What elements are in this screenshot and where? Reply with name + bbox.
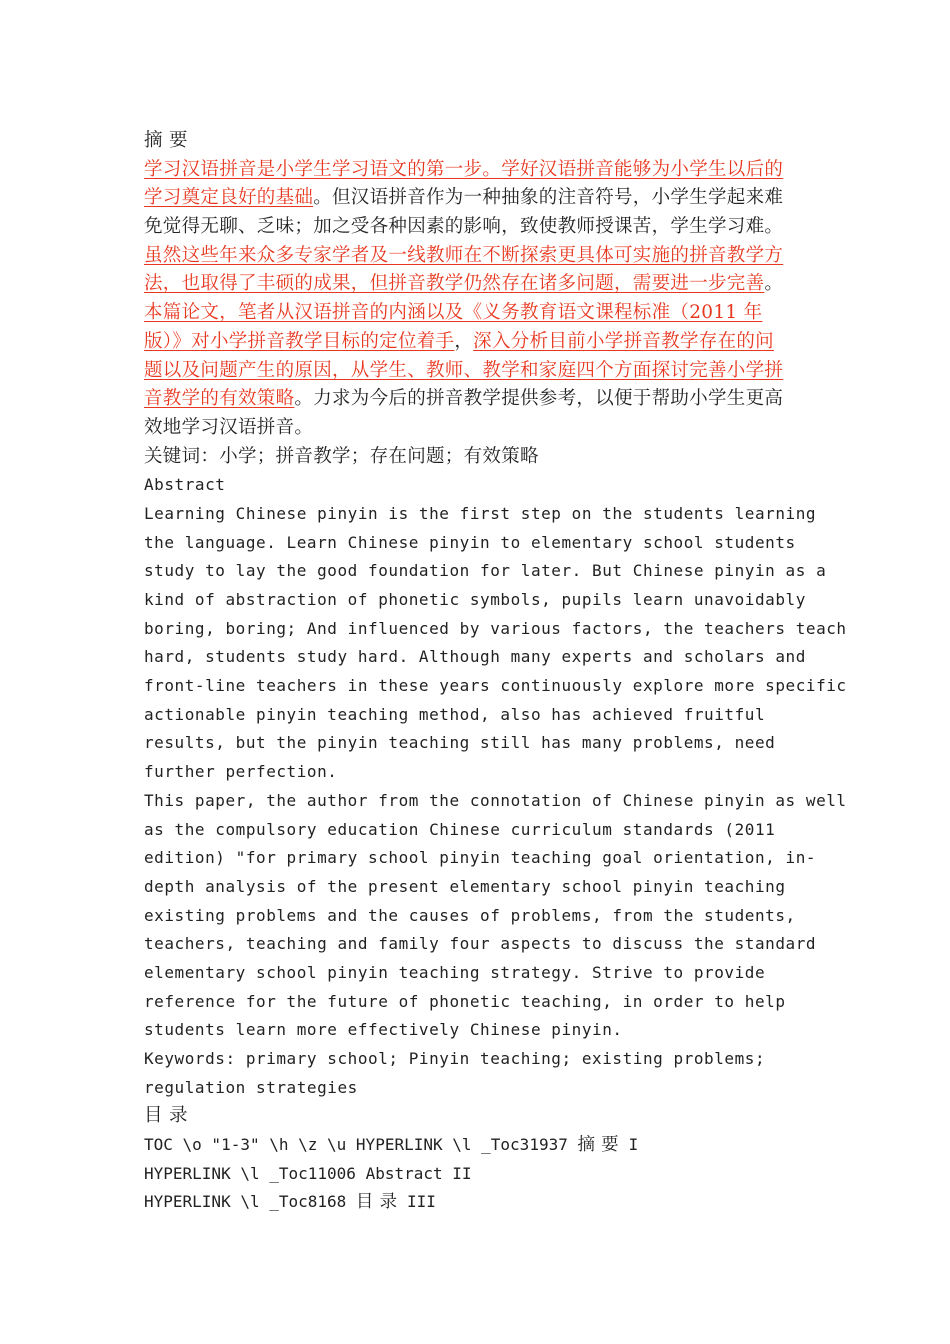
abstract-en-line: study to lay the good foundation for later. But Chinese pinyin as a <box>144 561 827 581</box>
abstract-en-line: further perfection. <box>144 762 338 782</box>
abstract-cn-line: 本篇论文，笔者从汉语拼音的内涵以及《义务教育语文课程标准（2011 年 <box>144 302 763 324</box>
toc-entry-page: II <box>442 1163 472 1183</box>
abstract-en-body <box>144 500 847 1102</box>
abstract-cn-line: 虽然这些年来众多专家学者及一线教师在不断探索更具体可实施的拼音教学方 <box>144 244 784 266</box>
abstract-en-line: edition) "for primary school pinyin teaching goal orientation, in- <box>144 848 817 868</box>
abstract-en-line: kind of abstraction of phonetic symbols, pupils learn unavoidably <box>144 590 806 609</box>
abstract-en-line: front-line teachers in these years continuously explore more specific <box>144 676 847 696</box>
abstract-en-line: reference for the future of phonetic teaching, in order to help <box>144 991 786 1011</box>
plain-text: ， <box>454 330 474 352</box>
highlighted-text: 法，也取得了丰硕的成果，但拼音教学仍然存在诸多问题，需要进一步完善 <box>144 273 765 295</box>
abstract-cn-line: 免觉得无聊、乏味；加之受各种因素的影响，致使教师授课苦，学生学习难。 <box>144 216 784 238</box>
abstract-en-line: Learning Chinese pinyin is the first step on the students learning <box>144 503 817 523</box>
highlighted-text: 音教学的有效策略 <box>144 388 295 410</box>
abstract-cn-line: 效地学习汉语拼音。 <box>144 416 314 438</box>
abstract-en-line: This paper, the author from the connotation of Chinese pinyin as well <box>144 790 847 810</box>
abstract-cn-line: 题以及问题产生的原因，从学生、教师、教学和家庭四个方面探讨完善小学拼 <box>144 359 784 381</box>
toc-heading: 目 录 <box>144 1105 188 1127</box>
plain-text: 。力求为今后的拼音教学提供参考，以便于帮助小学生更高 <box>294 388 784 410</box>
abstract-en-line: elementary school pinyin teaching strategy. Strive to provide <box>144 962 766 982</box>
toc-field-code: TOC \o "1-3" \h \z \u HYPERLINK \l _Toc31937 <box>144 1135 578 1155</box>
abstract-cn-line: 学习汉语拼音是小学生学习语文的第一步。学好汉语拼音能够为小学生以后的 <box>144 158 784 180</box>
abstract-en-line: results, but the pinyin teaching still has many problems, need <box>144 733 776 753</box>
document-body <box>144 127 847 1217</box>
plain-text: 。但汉语拼音作为一种抽象的注音符号，小学生学起来难 <box>313 187 784 209</box>
abstract-en-line: students learn more effectively Chinese pinyin. <box>144 1020 623 1040</box>
abstract-en-heading: Abstract <box>144 475 226 495</box>
abstract-cn-line <box>144 184 814 213</box>
highlighted-text: 学习奠定良好的基础 <box>144 187 314 209</box>
toc-entry-title: 目 录 <box>355 1192 398 1213</box>
highlighted-text: 版）》对小学拼音教学目标的定位着手 <box>144 330 455 352</box>
toc-entry-title: 摘 要 <box>577 1135 619 1156</box>
toc-entry-title: Abstract <box>365 1163 443 1183</box>
abstract-cn-line <box>144 328 814 357</box>
toc-entry[interactable] <box>144 1188 814 1217</box>
toc-entry-page: III <box>397 1192 436 1212</box>
abstract-en-line: teachers, teaching and family four aspects to discuss the standard <box>144 934 817 954</box>
abstract-en-line: depth analysis of the present elementary school pinyin teaching <box>144 876 786 896</box>
toc-field-code: HYPERLINK \l _Toc11006 <box>144 1163 366 1183</box>
abstract-en-line: actionable pinyin teaching method, also has achieved fruitful <box>144 704 766 724</box>
keywords-cn: 关键词：小学；拼音教学；存在问题；有效策略 <box>144 445 539 467</box>
abstract-cn-line <box>144 385 814 414</box>
abstract-en-line: existing problems and the causes of problems, from the students, <box>144 905 796 925</box>
abstract-en-line: Keywords: primary school; Pinyin teaching; existing problems; <box>144 1049 766 1068</box>
abstract-cn-heading: 摘 要 <box>144 130 188 151</box>
plain-text: 。 <box>764 273 784 295</box>
abstract-en-line: boring, boring; And influenced by various factors, the teachers teach <box>144 618 847 638</box>
highlighted-text: 深入分析目前小学拼音教学存在的问 <box>473 330 774 352</box>
abstract-en-line: the language. Learn Chinese pinyin to elementary school students <box>144 532 796 552</box>
toc-field-code: HYPERLINK \l _Toc8168 <box>144 1192 356 1212</box>
abstract-en-line: regulation strategies <box>144 1077 358 1097</box>
toc-entry-page: I <box>618 1135 639 1155</box>
abstract-en-line: hard, students study hard. Although many experts and scholars and <box>144 647 806 667</box>
toc-entry[interactable] <box>144 1131 814 1160</box>
toc-entry[interactable] <box>144 1160 814 1189</box>
abstract-cn-line <box>144 270 814 299</box>
abstract-en-line: as the compulsory education Chinese curriculum standards (2011 <box>144 819 776 839</box>
